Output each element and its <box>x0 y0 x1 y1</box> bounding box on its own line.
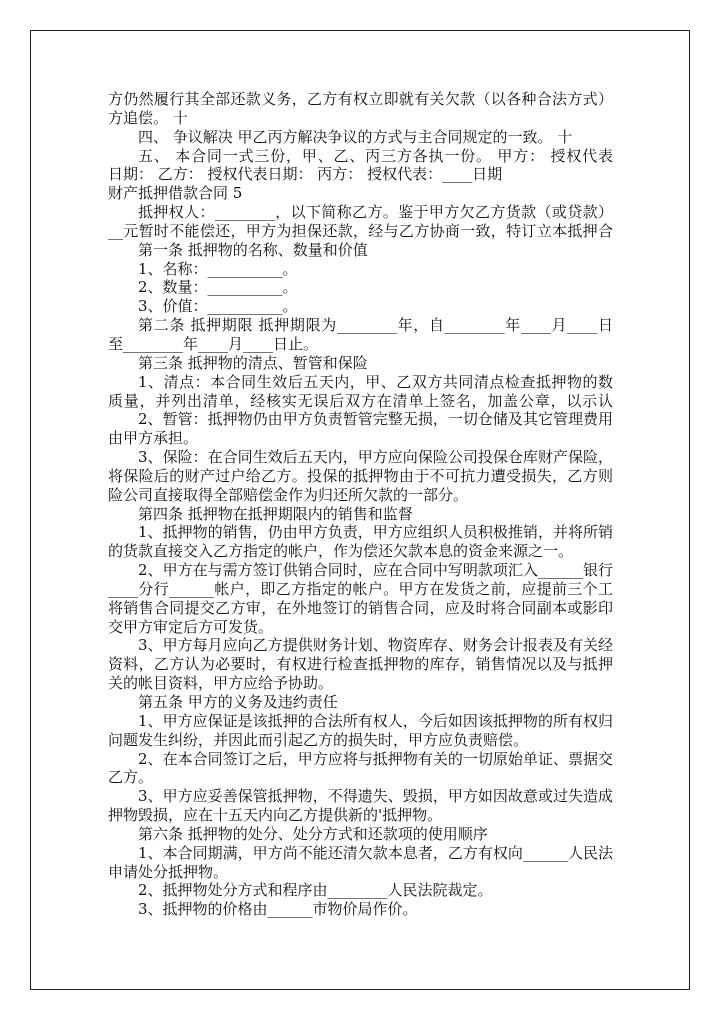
document-line: ____分行______帐户，即乙方指定的帐户。甲方在发货之前，应提前三个工 <box>108 579 613 598</box>
document-line: 将保险后的财产过户给乙方。投保的抵押物由于不可抗力遭受损失，乙方则 <box>108 466 613 485</box>
document-line: 3、抵押物的价格由______市物价局作价。 <box>138 900 418 919</box>
document-line: 乙方。 <box>108 768 154 787</box>
document-line: __元暂时不能偿还，甲方为担保还款，经与乙方协商一致，特订立本抵押合 <box>108 221 613 240</box>
document-line: 第二条 抵押期限 抵押期限为________年，自________年____月____日 <box>138 316 613 335</box>
document-line: 关的帐目资料，甲方应给予协助。 <box>108 674 334 693</box>
document-body <box>108 90 613 919</box>
document-line: 第六条 抵押物的处分、处分方式和还款项的使用顺序 <box>138 824 488 843</box>
document-line: 3、保险：在合同生效后五天内，甲方应向保险公司投保仓库财产保险， <box>138 448 613 467</box>
document-line: 质量，并列出清单，经核实无误后双方在清单上签名，加盖公章，以示认 <box>108 391 613 410</box>
document-line: 日期： 乙方： 授权代表日期： 丙方： 授权代表：____日期 <box>108 165 503 184</box>
document-line: 2、数量：__________。 <box>138 278 298 297</box>
document-line: 险公司直接取得全部赔偿金作为归还所欠款的一部分。 <box>108 485 469 504</box>
document-line: 2、甲方在与需方签订供销合同时，应在合同中写明款项汇入______银行 <box>138 561 613 580</box>
document-line: 方仍然履行其全部还款义务，乙方有权立即就有关欠款（以各种合法方式） <box>108 90 613 108</box>
document-line: 第五条 甲方的义务及违约责任 <box>138 693 338 711</box>
document-line: 2、暂管：抵押物仍由甲方负责暂管完整无损，一切仓储及其它管理费用 <box>138 410 613 429</box>
document-line: 将销售合同提交乙方审，在外地签订的销售合同，应及时将合同副本或影印 <box>108 598 613 617</box>
document-line: 3、甲方每月应向乙方提供财务计划、物资库存、财务会计报表及有关经 <box>138 636 613 655</box>
document-line: 3、价值：__________。 <box>138 297 298 316</box>
document-line: 问题发生纠纷，并因此而引起乙方的损失时，甲方应负责赔偿。 <box>108 730 529 749</box>
document-line: 财产抵押借款合同 5 <box>108 184 243 203</box>
document-line: 申请处分抵押物。 <box>108 862 229 881</box>
document-line: 1、抵押物的销售，仍由甲方负责，甲方应组织人员积极推销，并将所销 <box>138 523 613 542</box>
document-line: 至________年____月____日止。 <box>108 334 319 353</box>
document-line: 3、甲方应妥善保管抵押物，不得遗失、毁损，甲方如因故意或过失造成 <box>138 787 613 806</box>
document-line: 交甲方审定后方可发货。 <box>108 617 274 636</box>
document-line: 1、甲方应保证是该抵押的合法所有权人，今后如因该抵押物的所有权归 <box>138 711 613 730</box>
document-line: 押物毁损，应在十五天内向乙方提供新的'抵押物。 <box>108 806 443 825</box>
document-line: 抵押权人：________，以下简称乙方。鉴于甲方欠乙方货款（或贷款） <box>138 203 613 222</box>
document-line: 第一条 抵押物的名称、数量和价值 <box>138 240 368 259</box>
document-line: 资料，乙方认为必要时，有权进行检查抵押物的库存，销售情况以及与抵押 <box>108 655 613 674</box>
document-line: 2、抵押物处分方式和程序由________人民法院裁定。 <box>138 881 493 900</box>
document-line: 1、清点：本合同生效后五天内，甲、乙双方共同清点检查抵押物的数 <box>138 372 613 391</box>
document-line: 五、 本合同一式三份，甲、乙、丙三方各执一份。 甲方： 授权代表 <box>138 146 613 165</box>
document-line: 1、本合同期满，甲方尚不能还清欠款本息者，乙方有权向______人民法 <box>138 843 613 862</box>
document-line: 1、名称：__________。 <box>138 259 298 278</box>
document-line: 四、 争议解决 甲乙丙方解决争议的方式与主合同规定的一致。 十 <box>138 127 573 146</box>
document-line: 方追偿。 十 <box>108 108 188 127</box>
document-line: 2、在本合同签订之后，甲方应将与抵押物有关的一切原始单证、票据交 <box>138 749 613 768</box>
document-line: 由甲方承担。 <box>108 429 199 448</box>
document-line: 第四条 抵押物在抵押期限内的销售和监督 <box>138 504 413 523</box>
document-line: 的货款直接交入乙方指定的帐户，作为偿还欠款本息的资金来源之一。 <box>108 542 574 561</box>
document-line: 第三条 抵押物的清点、暂管和保险 <box>138 353 368 372</box>
